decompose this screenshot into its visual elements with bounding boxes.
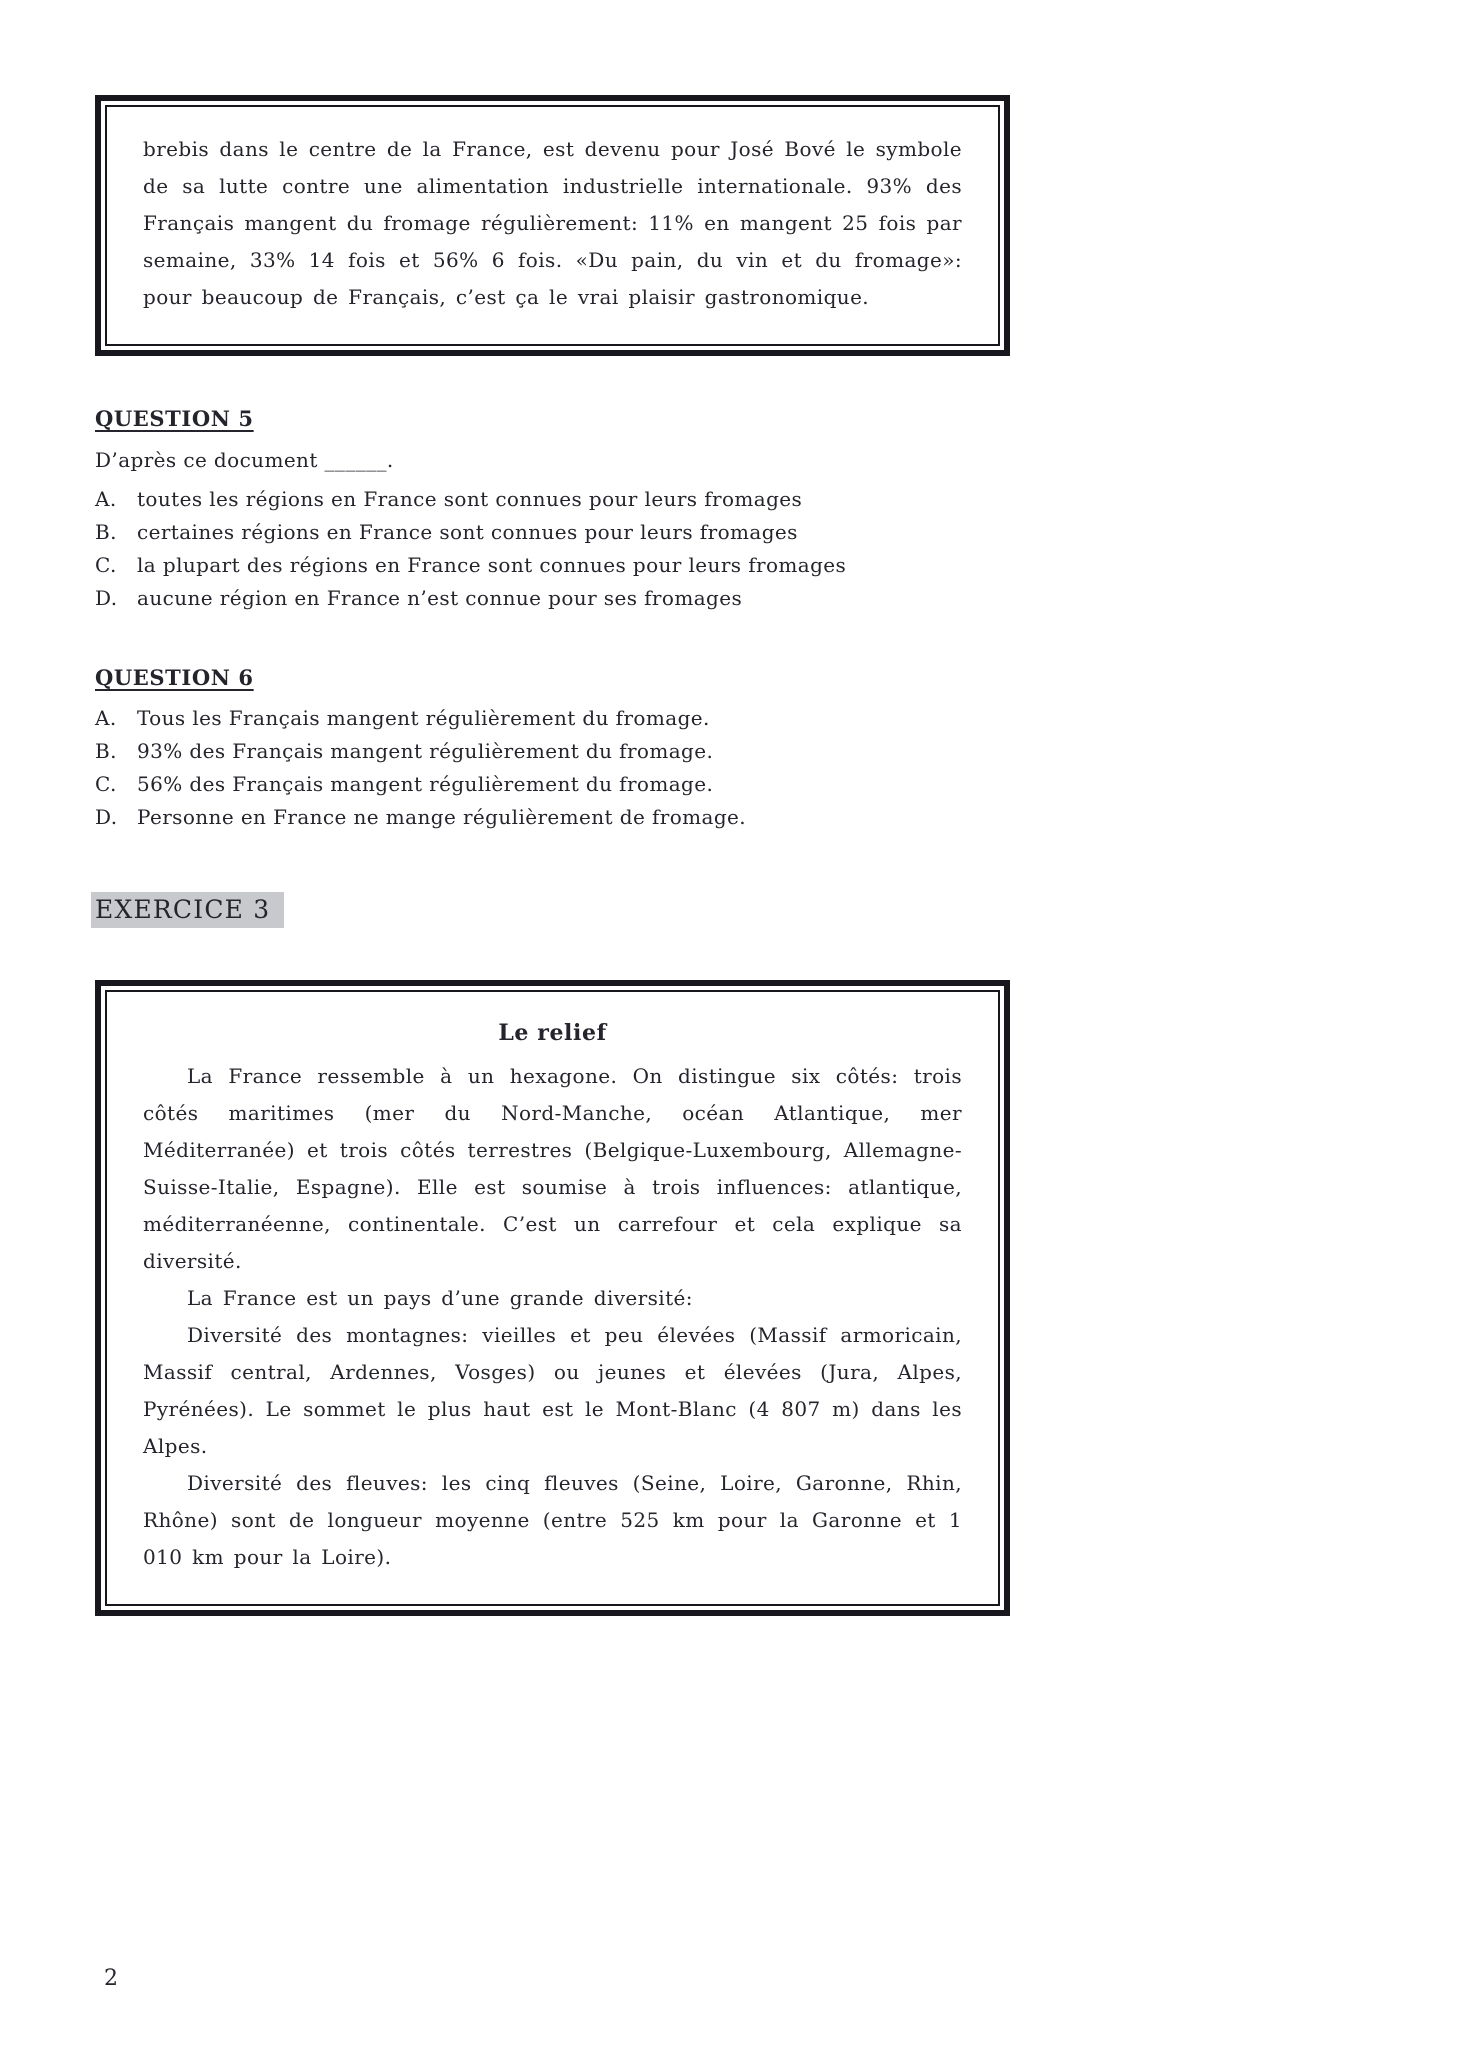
question-6 bbox=[95, 665, 1010, 834]
question-5-stem: D’après ce document ______. bbox=[95, 448, 394, 472]
content-column bbox=[95, 95, 1010, 1616]
option-text: 93% des Français mangent régulièrement du fromage. bbox=[137, 739, 714, 763]
option-label: C. bbox=[95, 553, 117, 577]
option-row bbox=[95, 702, 1010, 735]
option-text: Personne en France ne mange régulièrement de fromage. bbox=[137, 805, 747, 829]
relief-paragraph: La France est un pays d’une grande diversité: bbox=[187, 1286, 693, 1310]
option-label: B. bbox=[95, 520, 117, 544]
option-text: la plupart des régions en France sont connues pour leurs fromages bbox=[137, 553, 847, 577]
relief-box bbox=[95, 980, 1010, 1616]
option-label: A. bbox=[95, 487, 117, 511]
option-row bbox=[95, 801, 1010, 834]
option-row bbox=[95, 516, 1010, 549]
relief-title: Le relief bbox=[498, 1020, 607, 1046]
option-text: Tous les Français mangent régulièrement du fromage. bbox=[137, 706, 710, 730]
option-text: certaines régions en France sont connues pour leurs fromages bbox=[137, 520, 798, 544]
question-5-heading: QUESTION 5 bbox=[95, 406, 254, 431]
option-row bbox=[95, 483, 1010, 516]
option-label: B. bbox=[95, 739, 117, 763]
intro-text: brebis dans le centre de la France, est devenu pour José Bové le symbole de sa lutte contre une alimentation industrielle internationale. 93% des Français mangent du fromage régulièrement: 11% en mangent 25 fois par semaine, 33% 14 fois et 56% 6 fois. «Du pain, du vin et du fromage»: pour beaucoup de Français, c’est ça le vrai plaisir gastronomique. bbox=[143, 137, 962, 309]
option-row bbox=[95, 549, 1010, 582]
relief-box-inner bbox=[105, 990, 1000, 1606]
relief-paragraph: Diversité des montagnes: vieilles et peu élevées (Massif armoricain, Massif central, Ardennes, Vosges) ou jeunes et élevées (Jura, Alpes, Pyrénées). Le sommet le plus haut est le Mont-Blanc (4 807 m) dans les Alpes. bbox=[143, 1323, 962, 1458]
option-row bbox=[95, 768, 1010, 801]
option-label: C. bbox=[95, 772, 117, 796]
exercice-3-heading: EXERCICE 3 bbox=[91, 892, 284, 928]
option-label: D. bbox=[95, 805, 118, 829]
option-text: 56% des Français mangent régulièrement du fromage. bbox=[137, 772, 714, 796]
option-label: D. bbox=[95, 586, 118, 610]
exercice-3-section bbox=[95, 892, 1010, 928]
option-row bbox=[95, 735, 1010, 768]
relief-paragraph: La France ressemble à un hexagone. On distingue six côtés: trois côtés maritimes (mer du Nord-Manche, océan Atlantique, mer Méditerranée) et trois côtés terrestres (Belgique-Luxembourg, Allemagne-Suisse-Italie, Espagne). Elle est soumise à trois influences: atlantique, méditerranéenne, continentale. C’est un carrefour et cela explique sa diversité. bbox=[143, 1064, 962, 1273]
option-label: A. bbox=[95, 706, 117, 730]
option-text: aucune région en France n’est connue pour ses fromages bbox=[137, 586, 743, 610]
page-number: 2 bbox=[104, 1966, 118, 1991]
option-row bbox=[95, 582, 1010, 615]
question-5 bbox=[95, 406, 1010, 615]
question-6-heading: QUESTION 6 bbox=[95, 665, 254, 690]
relief-paragraph: Diversité des fleuves: les cinq fleuves (Seine, Loire, Garonne, Rhin, Rhône) sont de longueur moyenne (entre 525 km pour la Garonne et 1 010 km pour la Loire). bbox=[143, 1471, 962, 1569]
intro-box bbox=[95, 95, 1010, 356]
intro-box-inner bbox=[105, 105, 1000, 346]
option-text: toutes les régions en France sont connues pour leurs fromages bbox=[137, 487, 803, 511]
